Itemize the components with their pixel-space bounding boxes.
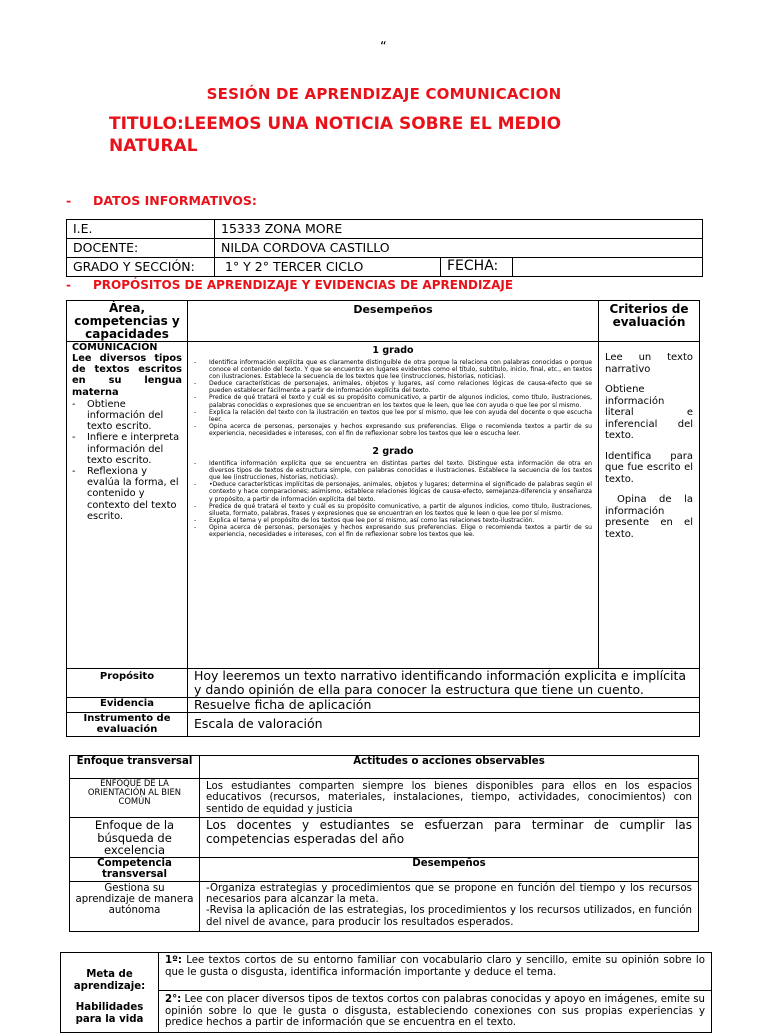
quote-mark: “ bbox=[380, 40, 387, 55]
session-title: SESIÓN DE APRENDIZAJE COMUNICACION bbox=[206, 85, 562, 103]
meta-label: Meta de aprendizaje: bbox=[73, 969, 146, 992]
proposito-label: Propósito bbox=[67, 669, 188, 698]
area-competency: Lee diversos tipos de textos escritos en su lengua materna bbox=[72, 353, 182, 398]
list-item: - •Deduce características implícitas de personajes, animales, objetos y lugares; determina el significado de palabras según el contexto y hace comparaciones; asimismo, establece relaciones lógicas de causa-efecto, semejanza-diferencia y enseñanza y propósito, a partir de información explícita del texto. bbox=[194, 481, 592, 502]
desempenos-cell bbox=[188, 342, 599, 669]
meta-grade1-text: Lee textos cortos de su entorno familiar con vocabulario claro y sencillo, emite su opinión sobre lo que le gusta o disgusta, identifica información importante y deduce el tema. bbox=[165, 955, 705, 978]
enfoque-table bbox=[69, 755, 699, 932]
meta-grade2-text: Lee con placer diversos tipos de textos cortos con palabras conocidas y apoyo en imágenes, emite su opinión sobre lo que le gusta o disgusta, estableciendo conexiones con sus propias experiencias y predice hechos a partir de información que se encuentra en el texto. bbox=[165, 994, 705, 1029]
info-table bbox=[66, 219, 703, 277]
grade2-title: 2 grado bbox=[372, 446, 414, 458]
list-item: - Opina acerca de personas, personajes y hechos expresando sus preferencias. Elige o recomienda textos a partir de su experiencia, necesidades e intereses, con el fin de reflexionar sobre los textos que lee. bbox=[194, 524, 592, 538]
table-row bbox=[67, 239, 703, 258]
list-item: - Identifica información explícita que se encuentra en distintas partes del texto. Distingue esta información de otra en diversos tipos de textos de estructura simple, con palabras conocidas e ilustraciones. Establece la secuencia de los textos que lee (instrucciones, historias, noticias). bbox=[194, 460, 592, 481]
table-row bbox=[70, 756, 699, 779]
col-criterios-header: Criterios de evaluación bbox=[599, 301, 700, 342]
table-row bbox=[67, 669, 700, 698]
meta-grade2-cell bbox=[159, 991, 712, 1033]
list-item: - Opina acerca de personas, personajes y hechos expresando sus preferencias. Elige o recomienda textos a partir de su experiencia, necesidades e intereses, con el fin de reflexionar sobre los textos que lee o escucha leer. bbox=[194, 423, 592, 437]
list-item: - Deduce características de personajes, animales, objetos y lugares, así como relaciones lógicas de causa-efecto que se pueden establecer fácilmente a partir de información explícita del texto. bbox=[194, 380, 592, 394]
docente-value: NILDA CORDOVA CASTILLO bbox=[215, 239, 703, 258]
bullet-dash: - bbox=[66, 278, 71, 292]
area-cell bbox=[67, 342, 188, 669]
main-title: TITULO:LEEMOS UNA NOTICIA SOBRE EL MEDIO NATURAL bbox=[109, 114, 562, 156]
table-row bbox=[70, 857, 699, 881]
area-title: COMUNICACIÓN bbox=[72, 342, 158, 353]
table-row bbox=[67, 342, 700, 669]
table-row bbox=[61, 991, 712, 1033]
enfoque-text: Los docentes y estudiantes se esfuerzan para terminar de cumplir las competencias esperadas del año bbox=[200, 818, 699, 858]
list-item: - Explica la relación del texto con la ilustración en textos que lee por sí mismo, que lee con ayuda del docente o que escucha leer. bbox=[194, 409, 592, 423]
grade2-list bbox=[194, 460, 592, 538]
datos-heading-text: DATOS INFORMATIVOS: bbox=[93, 193, 257, 208]
fecha-label: FECHA: bbox=[441, 258, 513, 277]
proposito-value: Hoy leeremos un texto narrativo identificando información explicita e implícita y dando opinión de ella para conocer la estructura que tiene un cuento. bbox=[188, 669, 700, 698]
list-item: - Infiere e interpreta información del texto escrito. bbox=[72, 432, 182, 466]
enfoque-name: ENFOQUE DE LA ORIENTACIÓN AL BIEN COMÚN bbox=[70, 779, 200, 818]
list-item: - Reflexiona y evalúa la forma, el contenido y contexto del texto escrito. bbox=[72, 466, 182, 522]
col-enfoque-header: Enfoque transversal bbox=[70, 756, 200, 779]
evidencia-label: Evidencia bbox=[67, 698, 188, 713]
evidencia-value: Resuelve ficha de aplicación bbox=[188, 698, 700, 713]
ie-label: I.E. bbox=[67, 220, 215, 239]
enfoque-text: Los estudiantes comparten siempre los bienes disponibles para ellos en los espacios educativos (recursos, materiales, instalaciones, tiempo, actividades, conocimientos) con sentido de equidad y justicia bbox=[200, 779, 699, 818]
criterio-item: Identifica para que fue escrito el texto. bbox=[605, 450, 693, 485]
grado-value: 1° Y 2° TERCER CICLO bbox=[215, 258, 441, 277]
list-item: - Identifica información explícita que es claramente distinguible de otra porque la relaciona con palabras conocidas o porque conoce el contenido del texto. Y que se encuentra en lugares evidentes como el título, subtítulo, inicio, final, etc., en textos con ilustraciones. Establece la secuencia de los textos que lee (instrucciones, historias, noticias). bbox=[194, 359, 592, 380]
ie-value: 15333 ZONA MORE bbox=[215, 220, 703, 239]
desempeno-item: -Revisa la aplicación de las estrategias, los procedimientos y los recursos utilizados, en función del nivel de avance, para producir los resultados esperados. bbox=[206, 905, 693, 928]
list-item: - Predice de qué tratará el texto y cuál es su propósito comunicativo, a partir de algunos indicios, como título, ilustraciones, silueta, formato, palabras, frases y expresiones que se encuentran en los textos que le leen o que lee por sí mismo. bbox=[194, 503, 592, 517]
docente-label: DOCENTE: bbox=[67, 239, 215, 258]
enfoque-name: Enfoque de la búsqueda de excelencia bbox=[70, 818, 200, 858]
capacities-list bbox=[72, 399, 182, 522]
habilidades-label: Habilidades para la vida bbox=[75, 1002, 144, 1025]
table-row bbox=[67, 698, 700, 713]
meta-grade1-cell bbox=[159, 953, 712, 991]
fecha-value bbox=[513, 258, 703, 277]
competencia-value: Gestiona su aprendizaje de manera autónoma bbox=[70, 881, 200, 931]
col-desempenos-header: Desempeños bbox=[200, 857, 699, 881]
propositos-heading bbox=[66, 278, 513, 292]
list-item: - Predice de qué tratará el texto y cuál es su propósito comunicativo, a partir de algunos indicios, como título, ilustraciones, palabras conocidas o expresiones que se encuentran en los textos que le leen, que lee con ayuda o que lee por sí mismo. bbox=[194, 394, 592, 408]
table-row bbox=[70, 779, 699, 818]
grado-label: GRADO Y SECCIÓN: bbox=[67, 258, 215, 277]
competencia-desempenos bbox=[200, 881, 699, 931]
criterio-item: Obtiene información literal e inferencial del texto. bbox=[605, 384, 693, 441]
criterio-item: Opina de la información presente en el texto. bbox=[605, 494, 693, 540]
criterios-cell bbox=[599, 342, 700, 669]
propositos-heading-text: PROPÓSITOS DE APRENDIZAJE Y EVIDENCIAS DE APRENDIZAJE bbox=[93, 278, 514, 292]
meta-table bbox=[60, 952, 712, 1033]
table-row bbox=[67, 301, 700, 342]
table-row bbox=[70, 881, 699, 931]
datos-heading bbox=[66, 193, 257, 208]
grade1-list bbox=[194, 359, 592, 437]
propositos-table bbox=[66, 300, 700, 737]
table-row bbox=[67, 258, 703, 277]
table-row bbox=[70, 818, 699, 858]
table-row bbox=[61, 953, 712, 991]
list-item: - Explica el tema y el propósito de los textos que lee por sí mismo, así como las relaciones texto-ilustración. bbox=[194, 517, 592, 524]
meta-grade2-label: 2°: bbox=[165, 994, 182, 1005]
criterio-item: Lee un texto narrativo bbox=[605, 352, 693, 375]
grade1-title: 1 grado bbox=[372, 345, 414, 356]
meta-label-cell bbox=[61, 953, 159, 1033]
instrumento-label: Instrumento de evaluación bbox=[67, 713, 188, 737]
desempeno-item: -Organiza estrategias y procedimientos que se propone en función del tiempo y los recursos necesarios para alcanzar la meta. bbox=[206, 882, 692, 905]
col-desempenos-header: Desempeños bbox=[188, 301, 599, 342]
col-area-header: Área, competencias y capacidades bbox=[67, 301, 188, 342]
instrumento-value: Escala de valoración bbox=[188, 713, 700, 737]
table-row bbox=[67, 713, 700, 737]
bullet-dash: - bbox=[66, 193, 72, 208]
col-actitudes-header: Actitudes o acciones observables bbox=[200, 756, 699, 779]
col-competencia-header: Competencia transversal bbox=[70, 857, 200, 881]
list-item: - Obtiene información del texto escrito. bbox=[72, 399, 182, 433]
table-row bbox=[67, 220, 703, 239]
meta-grade1-label: 1º: bbox=[165, 955, 182, 966]
